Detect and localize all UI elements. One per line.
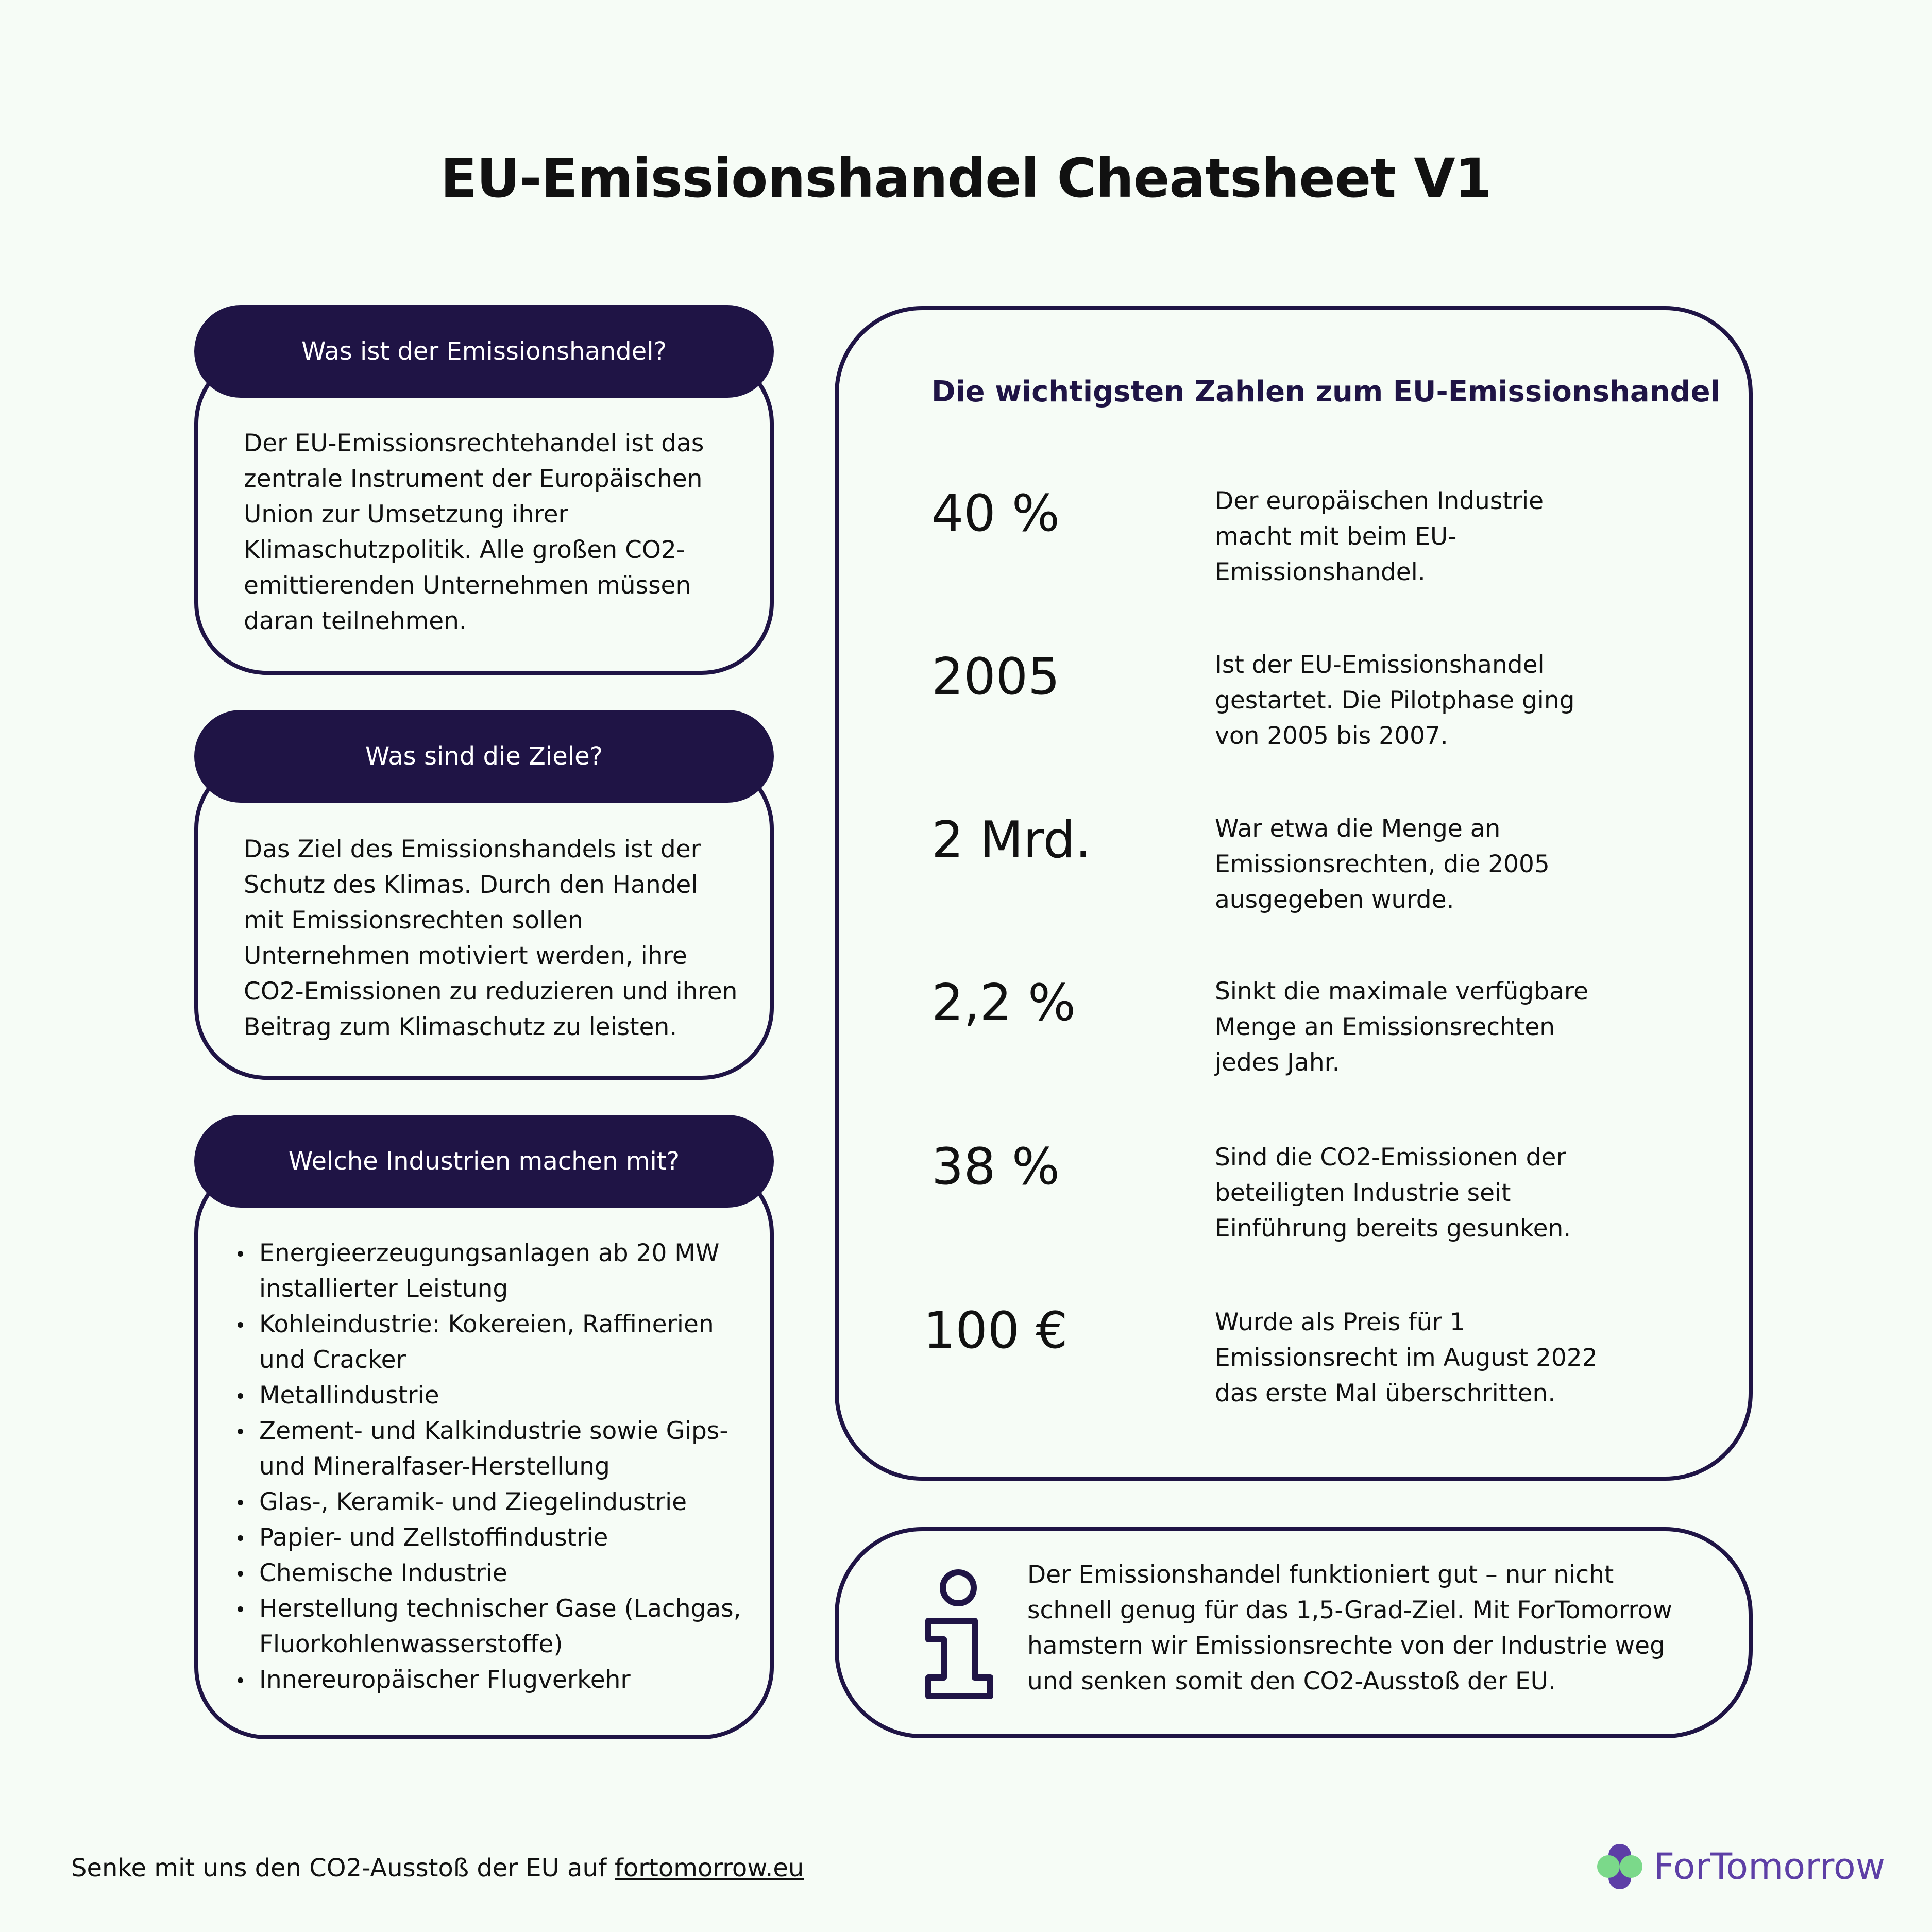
stat-description: Sind die CO2-Emissionen der beteiligten Industrie seit Einführung bereits gesunken. — [1215, 1143, 1571, 1243]
stat-number: 2,2 % — [931, 974, 1076, 1032]
stat-description: Ist der EU-Emissionshandel gestartet. Die Pilotphase ging von 2005 bis 2007. — [1215, 651, 1575, 750]
info-panel — [835, 1527, 1753, 1738]
stat-description: Der europäischen Industrie macht mit beim EU- Emissionshandel. — [1215, 487, 1544, 586]
stat-number: 100 € — [923, 1301, 1068, 1360]
section-text: Das Ziel des Emissionshandels ist der Schutz des Klimas. Durch den Handel mit Emissionsrechten sollen Unternehmen motiviert werden, ihre CO2-Emissionen zu reduzieren und ihren Beitrag zum Klimaschutz zu leisten. — [244, 835, 738, 1041]
info-icon — [921, 1567, 998, 1701]
section-industries — [194, 1115, 774, 1739]
list-item: Kohleindustrie: Kokereien, Raffinerien und Cracker — [259, 1307, 753, 1378]
stat-description: Wurde als Preis für 1 Emissionsrecht im August 2022 das erste Mal überschritten. — [1215, 1308, 1598, 1408]
info-text: Der Emissionshandel funktioniert gut – nur nicht schnell genug für das 1,5-Grad-Ziel. Mit ForTomorrow hamstern wir Emissionsrechte von der Industrie weg und senken somit den CO2-Ausstoß der EU. — [1027, 1561, 1672, 1696]
section-heading: Was sind die Ziele? — [194, 710, 774, 803]
footer-link[interactable]: fortomorrow.eu — [615, 1854, 804, 1883]
list-item: Chemische Industrie — [259, 1555, 753, 1591]
fortomorrow-logo — [1594, 1838, 1885, 1895]
industry-list — [215, 1235, 753, 1698]
list-item: Zement- und Kalkindustrie sowie Gips- und Mineralfaser-Herstellung — [259, 1413, 753, 1484]
list-item: Innereuropäischer Flugverkehr — [259, 1662, 753, 1698]
list-item: Herstellung technischer Gase (Lachgas, Fluorkohlenwasserstoffe) — [259, 1591, 753, 1662]
stat-number: 38 % — [931, 1138, 1060, 1196]
page-title: EU-Emissionshandel Cheatsheet V1 — [440, 147, 1492, 210]
stats-panel — [835, 306, 1753, 1481]
industry-list-container — [215, 1235, 753, 1698]
stat-number: 2005 — [931, 648, 1060, 706]
list-item: Glas-, Keramik- und Ziegelindustrie — [259, 1484, 753, 1520]
footer-text: Senke mit uns den CO2-Ausstoß der EU auf fortomorrow.eu — [71, 1854, 804, 1883]
stat-description: Sinkt die maximale verfügbare Menge an Emissionsrechten jedes Jahr. — [1215, 977, 1589, 1077]
section-heading: Was ist der Emissionshandel? — [194, 305, 774, 398]
section-heading: Welche Industrien machen mit? — [194, 1115, 774, 1208]
stats-heading: Die wichtigsten Zahlen zum EU-Emissionshandel — [931, 375, 1720, 409]
fortomorrow-logo-icon — [1594, 1841, 1646, 1892]
section-what-is — [194, 305, 774, 675]
list-item: Energieerzeugungsanlagen ab 20 MW installierter Leistung — [259, 1235, 753, 1307]
section-text: Der EU-Emissionsrechtehandel ist das zentrale Instrument der Europäischen Union zur Umsetzung ihrer Klimaschutzpolitik. Alle großen CO2- emittierenden Unternehmen müssen daran teilnehmen. — [244, 429, 704, 635]
stat-number: 2 Mrd. — [931, 811, 1091, 870]
list-item: Papier- und Zellstoffindustrie — [259, 1520, 753, 1555]
stat-description: War etwa die Menge an Emissionsrechten, die 2005 ausgegeben wurde. — [1215, 815, 1550, 914]
logo-wordmark: ForTomorrow — [1654, 1845, 1885, 1888]
section-goals — [194, 710, 774, 1080]
stat-number: 40 % — [931, 484, 1060, 543]
list-item: Metallindustrie — [259, 1378, 753, 1413]
